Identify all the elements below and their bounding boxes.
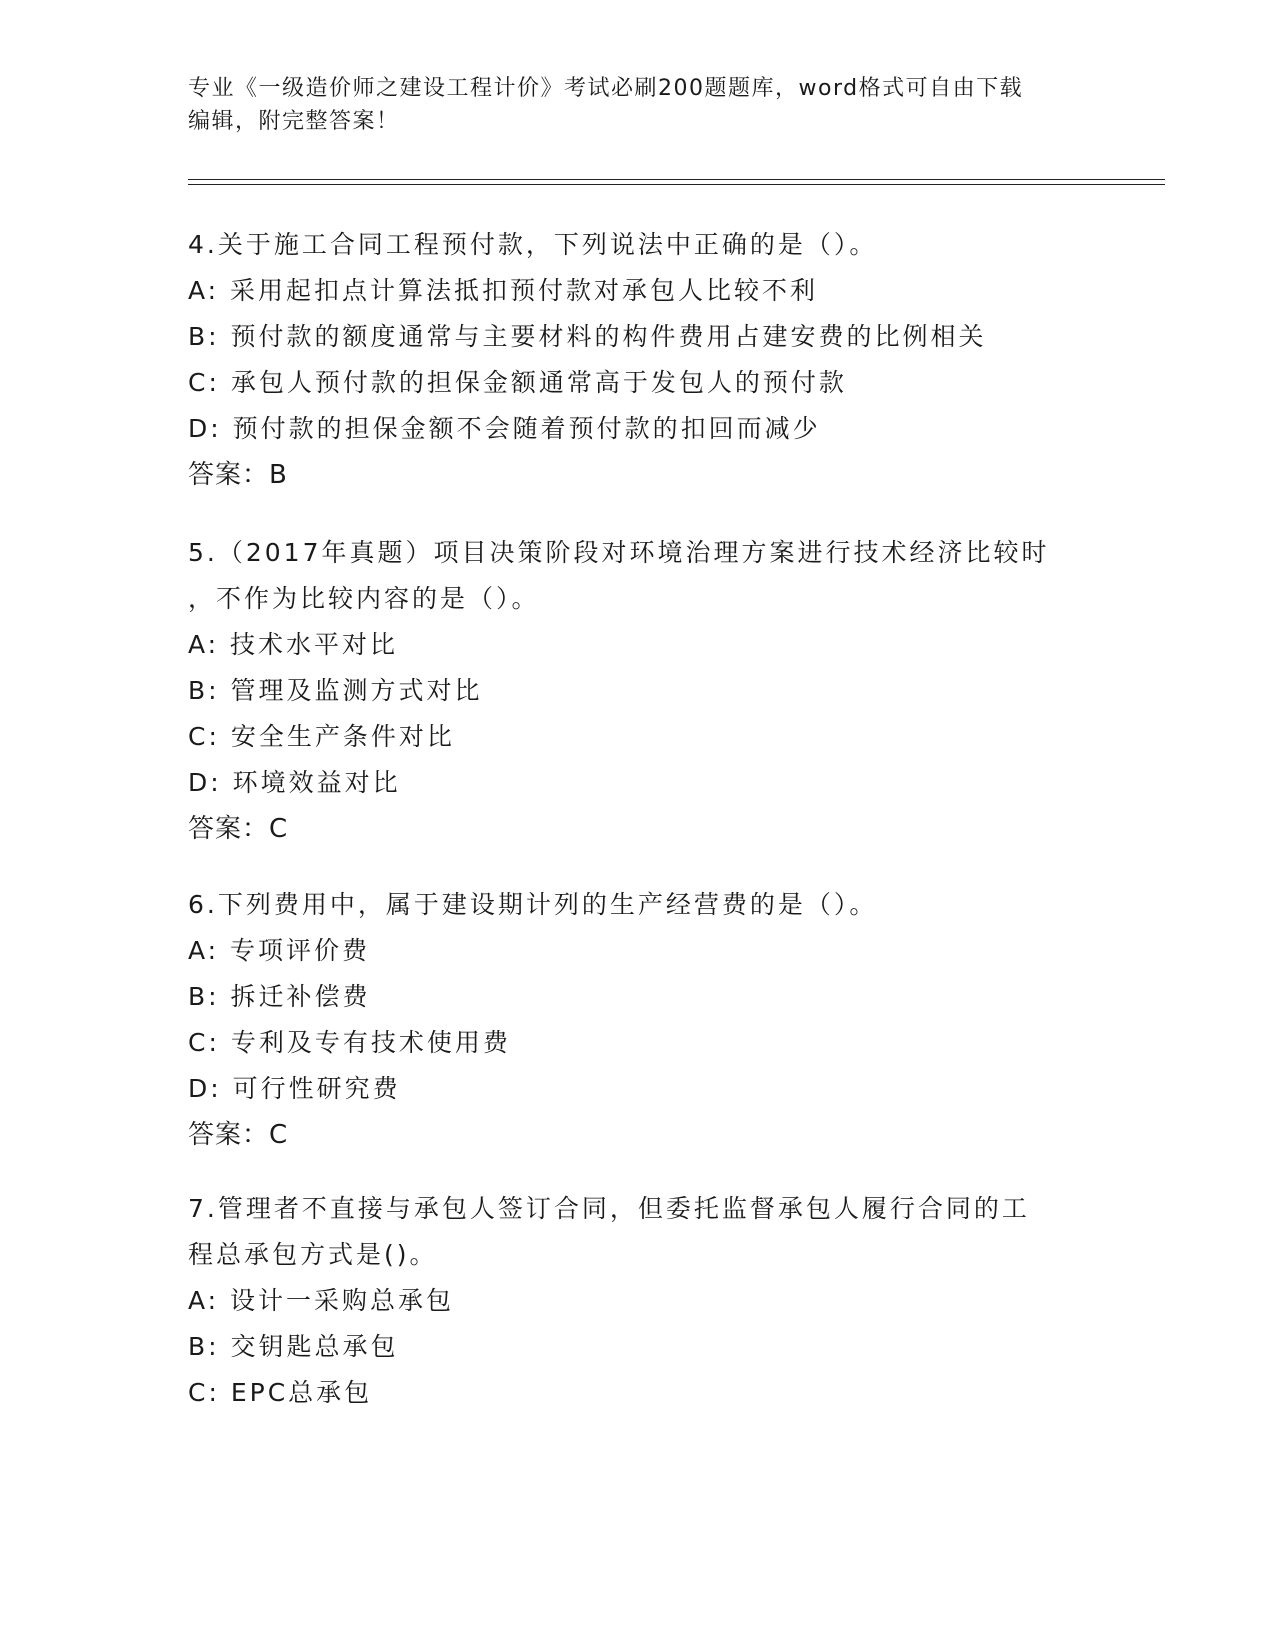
header-line-2: 编辑，附完整答案！ — [188, 109, 400, 134]
question-7 — [188, 1186, 1088, 1416]
option-c: C: EPC总承包 — [188, 1378, 373, 1407]
option-b: B: 预付款的额度通常与主要材料的构件费用占建安费的比例相关 — [188, 322, 987, 351]
question-6 — [188, 882, 1088, 1158]
option-a: A: 技术水平对比 — [188, 630, 399, 659]
option-c: C: 安全生产条件对比 — [188, 722, 455, 751]
question-stem: 7.管理者不直接与承包人签订合同，但委托监督承包人履行合同的工 — [188, 1194, 1030, 1223]
option-d: D: 可行性研究费 — [188, 1074, 401, 1103]
answer: 答案：B — [188, 460, 288, 490]
option-c: C: 承包人预付款的担保金额通常高于发包人的预付款 — [188, 368, 847, 397]
header-rule-bottom — [188, 184, 1165, 185]
question-5 — [188, 530, 1088, 852]
question-4 — [188, 222, 1088, 498]
option-a: A: 设计一采购总承包 — [188, 1286, 455, 1315]
answer: 答案：C — [188, 1120, 289, 1150]
question-stem-continued: ，不作为比较内容的是（）。 — [188, 584, 540, 613]
option-b: B: 管理及监测方式对比 — [188, 676, 483, 705]
option-a: A: 专项评价费 — [188, 936, 371, 965]
option-d: D: 预付款的担保金额不会随着预付款的扣回而减少 — [188, 414, 821, 443]
option-b: B: 拆迁补偿费 — [188, 982, 371, 1011]
question-stem-continued: 程总承包方式是()。 — [188, 1240, 438, 1269]
header-rule-top — [188, 179, 1165, 180]
question-stem: 6.下列费用中，属于建设期计列的生产经营费的是（）。 — [188, 890, 878, 919]
answer: 答案：C — [188, 814, 289, 844]
header-line-1: 专业《一级造价师之建设工程计价》考试必刷200题题库，word格式可自由下载 — [188, 76, 1024, 101]
question-stem: 4.关于施工合同工程预付款，下列说法中正确的是（）。 — [188, 230, 878, 259]
question-stem: 5.（2017年真题）项目决策阶段对环境治理方案进行技术经济比较时 — [188, 538, 1050, 567]
option-c: C: 专利及专有技术使用费 — [188, 1028, 511, 1057]
document-header — [188, 72, 1088, 138]
option-a: A: 采用起扣点计算法抵扣预付款对承包人比较不利 — [188, 276, 819, 305]
option-b: B: 交钥匙总承包 — [188, 1332, 399, 1361]
option-d: D: 环境效益对比 — [188, 768, 401, 797]
